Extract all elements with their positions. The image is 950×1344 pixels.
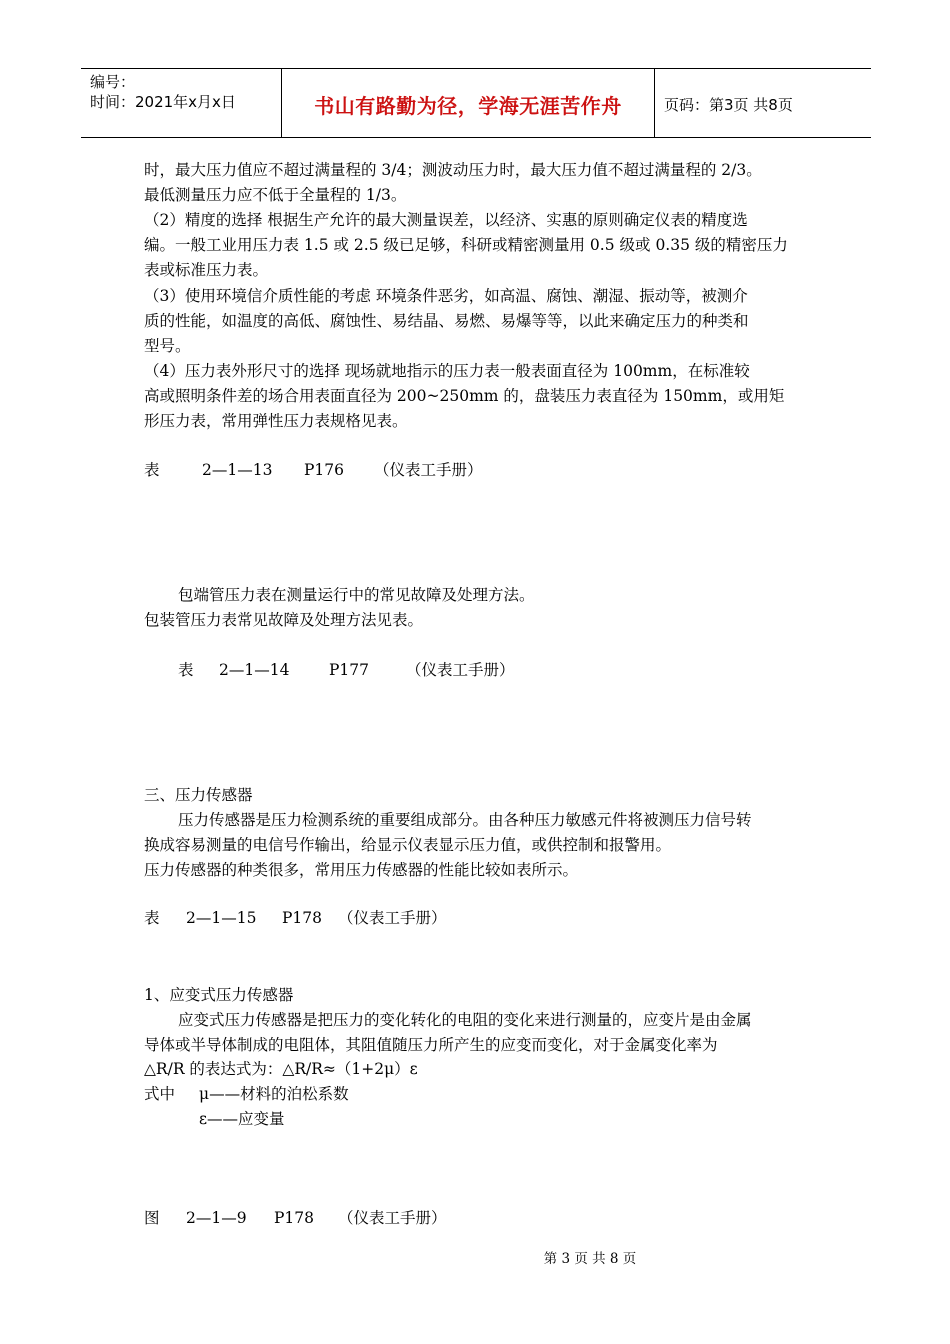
ref-source: （仪表工手册） [338,1209,447,1227]
paragraph-line: 压力传感器是压力检测系统的重要组成部分。由各种压力敏感元件将被测压力信号转 [178,811,752,829]
ref-source: （仪表工手册） [406,661,515,679]
paragraph-line: 形压力表，常用弹性压力表规格见表。 [144,412,408,430]
footer-page-number: 第 3 页 共 8 页 [543,1251,637,1267]
paragraph-line: 最低测量压力应不低于全量程的 1/3。 [144,186,407,204]
ref-page: P178 [274,1209,315,1227]
ref-kind: 表 [144,461,160,479]
ref-kind: 表 [178,661,194,679]
ref-page: P177 [329,661,370,679]
paragraph-line: 高或照明条件差的场合用表面直径为 200~250mm 的，盘装压力表直径为 150mm，或用矩 [144,387,785,405]
formula-line: △R/R 的表达式为：△R/R≈（1+2μ）ε [144,1060,418,1078]
motto-text: 书山有路勤为径，学海无涯苦作舟 [314,94,622,118]
page-header [81,68,871,138]
paragraph-line: 型号。 [144,337,191,355]
table-reference [178,660,515,680]
serial-label: 编号： [90,73,136,91]
paragraph-line: 换成容易测量的电信号作输出，给显示仪表显示压力值，或供控制和报警用。 [144,836,672,854]
date-label: 时间：2021年x月x日 [90,93,236,111]
ref-page: P178 [282,909,323,927]
paragraph-line: 表或标准压力表。 [144,261,269,279]
ref-number: 2—1—9 [186,1209,247,1227]
subsection-title: 1、应变式压力传感器 [144,986,294,1004]
header-page-cell [655,69,871,137]
table-reference [144,460,483,480]
ref-number: 2—1—15 [186,909,257,927]
ref-number: 2—1—14 [219,661,290,679]
ref-kind: 图 [144,1209,160,1227]
formula-mu-def: μ——材料的泊松系数 [199,1085,349,1103]
paragraph-line: （3）使用环境信介质性能的考虑 环境条件恶劣，如高温、腐蚀、潮湿、振动等，被测介 [144,287,748,305]
paragraph-line: （4）压力表外形尺寸的选择 现场就地指示的压力表一般表面直径为 100mm，在标准较 [144,362,750,380]
ref-source: （仪表工手册） [374,461,483,479]
paragraph-line: 编。一般工业用压力表 1.5 或 2.5 级已足够，科研或精密测量用 0.5 级或 0.35 级的精密压力 [144,236,788,254]
ref-page: P176 [304,461,345,479]
ref-source: （仪表工手册） [338,909,447,927]
header-meta-cell [81,69,282,137]
ref-kind: 表 [144,909,160,927]
table-reference [144,908,447,928]
formula-eps-def: ε——应变量 [199,1110,285,1128]
paragraph-line: 时，最大压力值应不超过满量程的 3/4；测波动压力时，最大压力值不超过满量程的 2/3。 [144,161,762,179]
header-motto-cell [282,69,655,137]
paragraph-line: 应变式压力传感器是把压力的变化转化的电阻的变化来进行测量的，应变片是由金属 [178,1011,752,1029]
paragraph-line: 质的性能，如温度的高低、腐蚀性、易结晶、易燃、易爆等等，以此来确定压力的种类和 [144,312,749,330]
paragraph-line: 包装管压力表常见故障及处理方法见表。 [144,611,424,629]
formula-where: 式中 [144,1085,176,1103]
page-footer [0,1247,950,1267]
ref-number: 2—1—13 [202,461,273,479]
section-title: 三、压力传感器 [144,786,253,804]
paragraph-line: 导体或半导体制成的电阻体，其阻值随压力所产生的应变而变化，对于金属变化率为 [144,1036,718,1054]
page-info: 页码：第3页 共8页 [664,96,793,114]
paragraph-line: 压力传感器的种类很多，常用压力传感器的性能比较如表所示。 [144,861,579,879]
figure-reference [144,1208,447,1228]
paragraph-line: 包端管压力表在测量运行中的常见故障及处理方法。 [178,586,535,604]
paragraph-line: （2）精度的选择 根据生产允许的最大测量误差，以经济、实惠的原则确定仪表的精度选 [144,211,748,229]
